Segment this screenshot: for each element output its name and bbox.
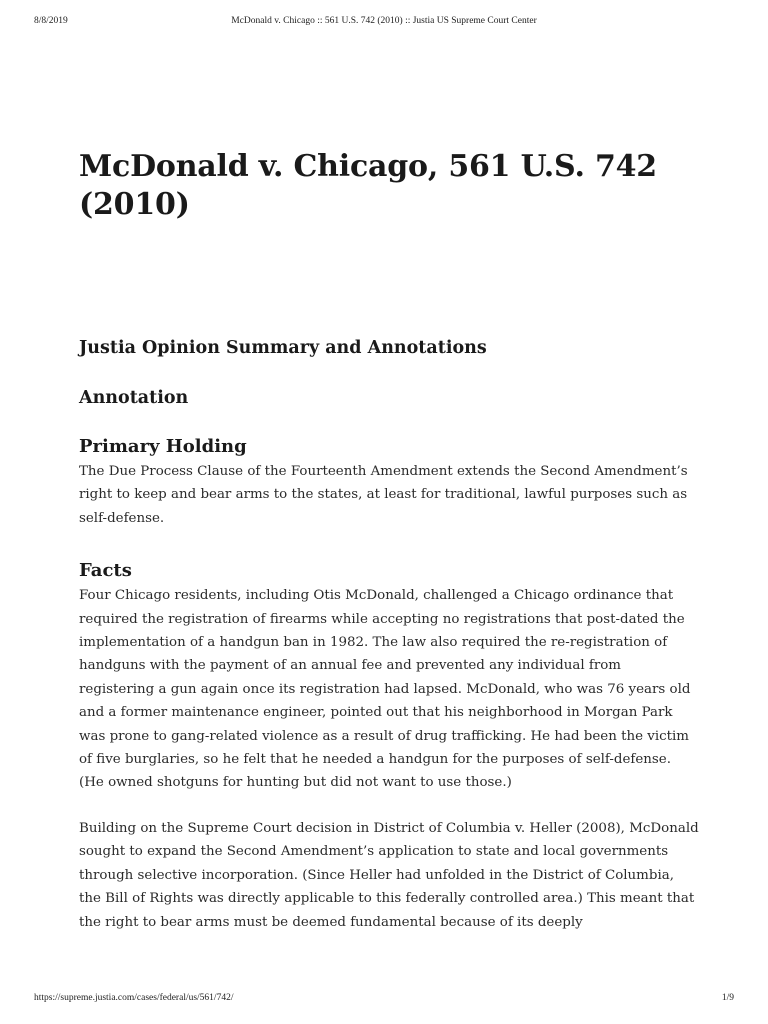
primary-holding-heading: Primary Holding xyxy=(79,436,247,457)
print-page-number: 1/9 xyxy=(721,993,734,1003)
print-date: 8/8/2019 xyxy=(34,16,68,26)
print-footer xyxy=(0,993,768,1007)
annotation-heading: Annotation xyxy=(79,388,189,408)
primary-holding-text: The Due Process Clause of the Fourteenth Amendment extends the Second Amendment’s right to keep and bear arms to the states, at least for traditional, lawful purposes such as self-defense. xyxy=(79,464,688,526)
document-content xyxy=(79,148,699,934)
facts-paragraph-1: Four Chicago residents, including Otis McDonald, challenged a Chicago ordinance that required the registration of firearms while accepting no registrations that post-dated the implementation of a handgun ban in 1982. The law also required the re-registration of handguns with the payment of an annual fee and prevented any individual from registering a gun again once its registration had lapsed. McDonald, who was 76 years old and a former maintenance engineer, pointed out that his neighborhood in Morgan Park was prone to gang-related violence as a result of drug trafficking. He had been the victim of five burglaries, so he felt that he needed a handgun for the purposes of self-defense. (He owned shotguns for hunting but did not want to use those.) xyxy=(79,588,691,791)
print-url: https://supreme.justia.com/cases/federal/us/561/742/ xyxy=(34,993,234,1003)
case-title: McDonald v. Chicago, 561 U.S. 742 (2010) xyxy=(79,149,657,222)
summary-heading: Justia Opinion Summary and Annotations xyxy=(79,338,487,358)
print-header xyxy=(0,16,768,30)
facts-heading: Facts xyxy=(79,560,132,582)
print-page-title: McDonald v. Chicago :: 561 U.S. 742 (2010) :: Justia US Supreme Court Center xyxy=(231,16,537,26)
facts-paragraph-2: Building on the Supreme Court decision in District of Columbia v. Heller (2008), McDonald sought to expand the Second Amendment’s application to state and local governments through selective incorporation. (Since Heller had unfolded in the District of Columbia, the Bill of Rights was directly applicable to this federally controlled area.) This meant that the right to bear arms must be deemed fundamental because of its deeply xyxy=(79,820,699,930)
